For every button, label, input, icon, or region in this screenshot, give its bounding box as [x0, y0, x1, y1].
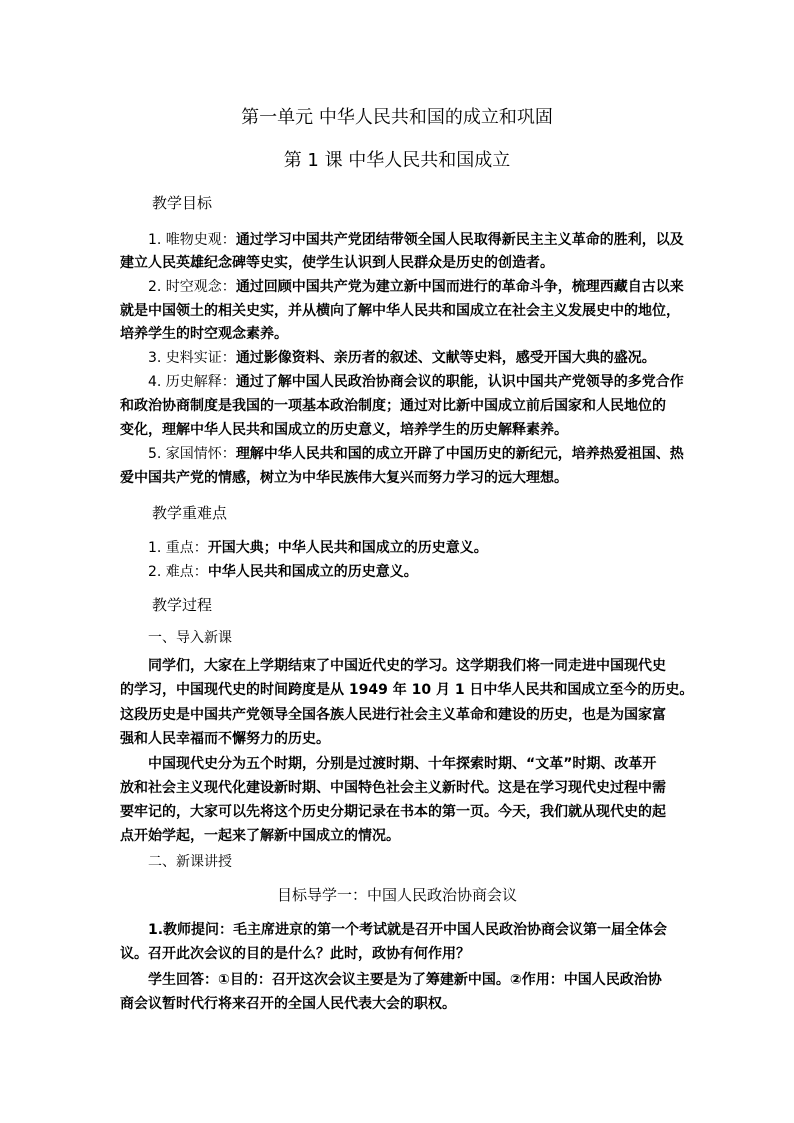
objective-2-line-1: 2. 时空观念：通过回顾中国共产党为建立新中国而进行的革命斗争，梳理西藏自古以来	[148, 279, 684, 295]
objective-2-line-3: 培养学生的时空观念素养。	[120, 326, 288, 342]
objective-label: 2. 时空观念：	[148, 279, 236, 295]
objective-label: 5. 家国情怀：	[148, 446, 236, 462]
intro-paragraph-line: 强和人民幸福而不懈努力的历史。	[120, 731, 330, 747]
objective-2-line-2: 就是中国领土的相关史实，并从横向了解中华人民共和国成立在社会主义发展史中的地位，	[120, 303, 680, 319]
objective-5-line-2: 爱中国共产党的情感，树立为中华民族伟大复兴而努力学习的远大理想。	[120, 470, 568, 486]
qa-line: 1.教师提问：毛主席进京的第一个考试就是召开中国人民政治协商会议第一届全体会	[148, 922, 668, 938]
objective-label: 3. 史料实证：	[148, 350, 236, 366]
objective-4-line-2: 和政治协商制度是我国的一项基本政治制度；通过对比新中国成立前后国家和人民地位的	[120, 398, 666, 414]
intro-paragraph-line: 点开始学起，一起来了解新中国成立的情况。	[120, 828, 400, 844]
objectives-heading: 教学目标	[152, 194, 213, 212]
intro-paragraph-line: 放和社会主义现代化建设新时期、中国特色社会主义新时代。这是在学习现代史过程中需	[120, 780, 666, 796]
objective-label: 4. 历史解释：	[148, 374, 236, 390]
key-points-heading: 教学重难点	[152, 504, 228, 522]
objective-3-line-1: 3. 史料实证：通过影像资料、亲历者的叙述、文献等史料，感受开国大典的盛况。	[148, 350, 656, 366]
process-heading: 教学过程	[152, 596, 213, 614]
intro-paragraph-line: 的学习，中国现代史的时间跨度是从 1949 年 10 月 1 日中华人民共和国成立至今的历史。	[120, 682, 694, 698]
objective-5-line-1: 5. 家国情怀：理解中华人民共和国的成立开辟了中国历史的新纪元，培养热爱祖国、热	[148, 446, 684, 462]
qa-line: 议。召开此次会议的目的是什么？此时，政协有何作用？	[120, 946, 470, 962]
objective-label: 1. 唯物史观：	[148, 232, 236, 248]
objective-1-line-1: 1. 唯物史观：通过学习中国共产党团结带领全国人民取得新民主主义革命的胜利，以及	[148, 232, 684, 248]
unit-title: 第一单元 中华人民共和国的成立和巩固	[241, 107, 553, 128]
objective-4-line-3: 变化，理解中华人民共和国成立的历史意义，培养学生的历史解释素养。	[120, 422, 568, 438]
key-point-2: 2. 难点：中华人民共和国成立的历史意义。	[148, 564, 418, 580]
goal-heading: 目标导学一：中国人民政治协商会议	[276, 886, 517, 904]
new-lesson-heading: 二、新课讲授	[148, 854, 232, 870]
qa-line: 商会议暂时代行将来召开的全国人民代表大会的职权。	[120, 996, 456, 1012]
intro-heading: 一、导入新课	[148, 630, 232, 646]
key-point-1: 1. 重点：开国大典；中华人民共和国成立的历史意义。	[148, 540, 488, 556]
objective-4-line-1: 4. 历史解释：通过了解中国人民政治协商会议的职能，认识中国共产党领导的多党合作	[148, 374, 684, 390]
intro-paragraph-line: 要牢记的，大家可以先将这个历史分期记录在书本的第一页。今天，我们就从现代史的起	[120, 804, 666, 820]
objective-1-line-2: 建立人民英雄纪念碑等史实，使学生认识到人民群众是历史的创造者。	[120, 255, 554, 271]
qa-line: 学生回答：①目的：召开这次会议主要是为了筹建新中国。②作用：中国人民政治协	[148, 972, 662, 988]
intro-paragraph-line: 这段历史是中国共产党领导全国各族人民进行社会主义革命和建设的历史，也是为国家富	[120, 707, 666, 723]
lesson-title: 第 1 课 中华人民共和国成立	[283, 150, 511, 171]
intro-paragraph-line: 中国现代史分为五个时期，分别是过渡时期、十年探索时期、“文革”时期、改革开	[148, 756, 657, 772]
intro-paragraph-line: 同学们，大家在上学期结束了中国近代史的学习。这学期我们将一同走进中国现代史	[148, 658, 666, 674]
